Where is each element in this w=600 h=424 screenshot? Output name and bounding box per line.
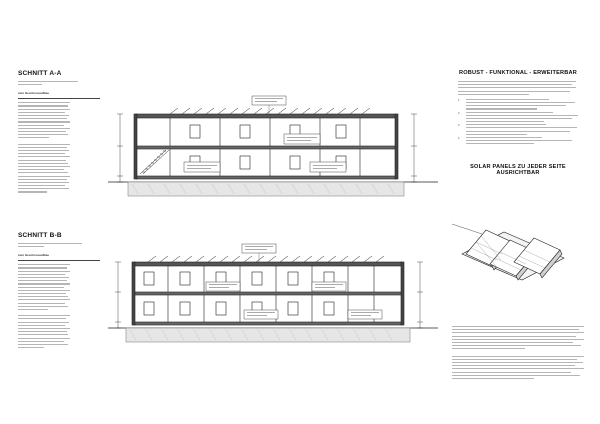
schnitt-a-rule (18, 98, 100, 99)
schnitt-a-title: SCHNITT A-A (18, 70, 62, 77)
list-item (458, 112, 584, 123)
robust-intro (458, 81, 576, 95)
solar-panel-sketch (452, 214, 572, 288)
roof-solar-panels-a (170, 108, 370, 114)
schnitt-b-title: SCHNITT B-B (18, 232, 62, 239)
schnitt-a-subhead: zum Geschossaufbau (18, 91, 50, 96)
list-item (458, 124, 584, 135)
list-item (458, 137, 584, 144)
section-b-drawing (108, 240, 438, 350)
list-number: 2 (458, 111, 460, 115)
schnitt-b-description (18, 264, 70, 348)
schnitt-b-subhead: zum Geschossaufbau (18, 253, 50, 258)
robust-title: ROBUST - FUNKTIONAL - ERWEITERBAR (459, 70, 577, 76)
list-number: 1 (458, 98, 460, 102)
roof-solar-panels-b (148, 256, 384, 262)
robust-list (458, 99, 584, 144)
solar-panels-title: SOLAR PANELS ZU JEDER SEITE AUSRICHTBAR (470, 164, 566, 177)
schnitt-a-text-column (18, 70, 100, 193)
list-number: 3 (458, 124, 460, 128)
solar-description (452, 326, 588, 379)
list-number: 4 (458, 136, 460, 140)
right-text-column (452, 70, 584, 176)
schnitt-b-text-column (18, 232, 100, 348)
schnitt-a-description (18, 102, 70, 192)
section-a-drawing (108, 92, 438, 204)
list-item (458, 99, 584, 110)
schnitt-a-meta (18, 81, 78, 85)
schnitt-b-rule (18, 260, 100, 261)
staircase-a (140, 150, 169, 174)
schnitt-b-meta (18, 243, 82, 247)
